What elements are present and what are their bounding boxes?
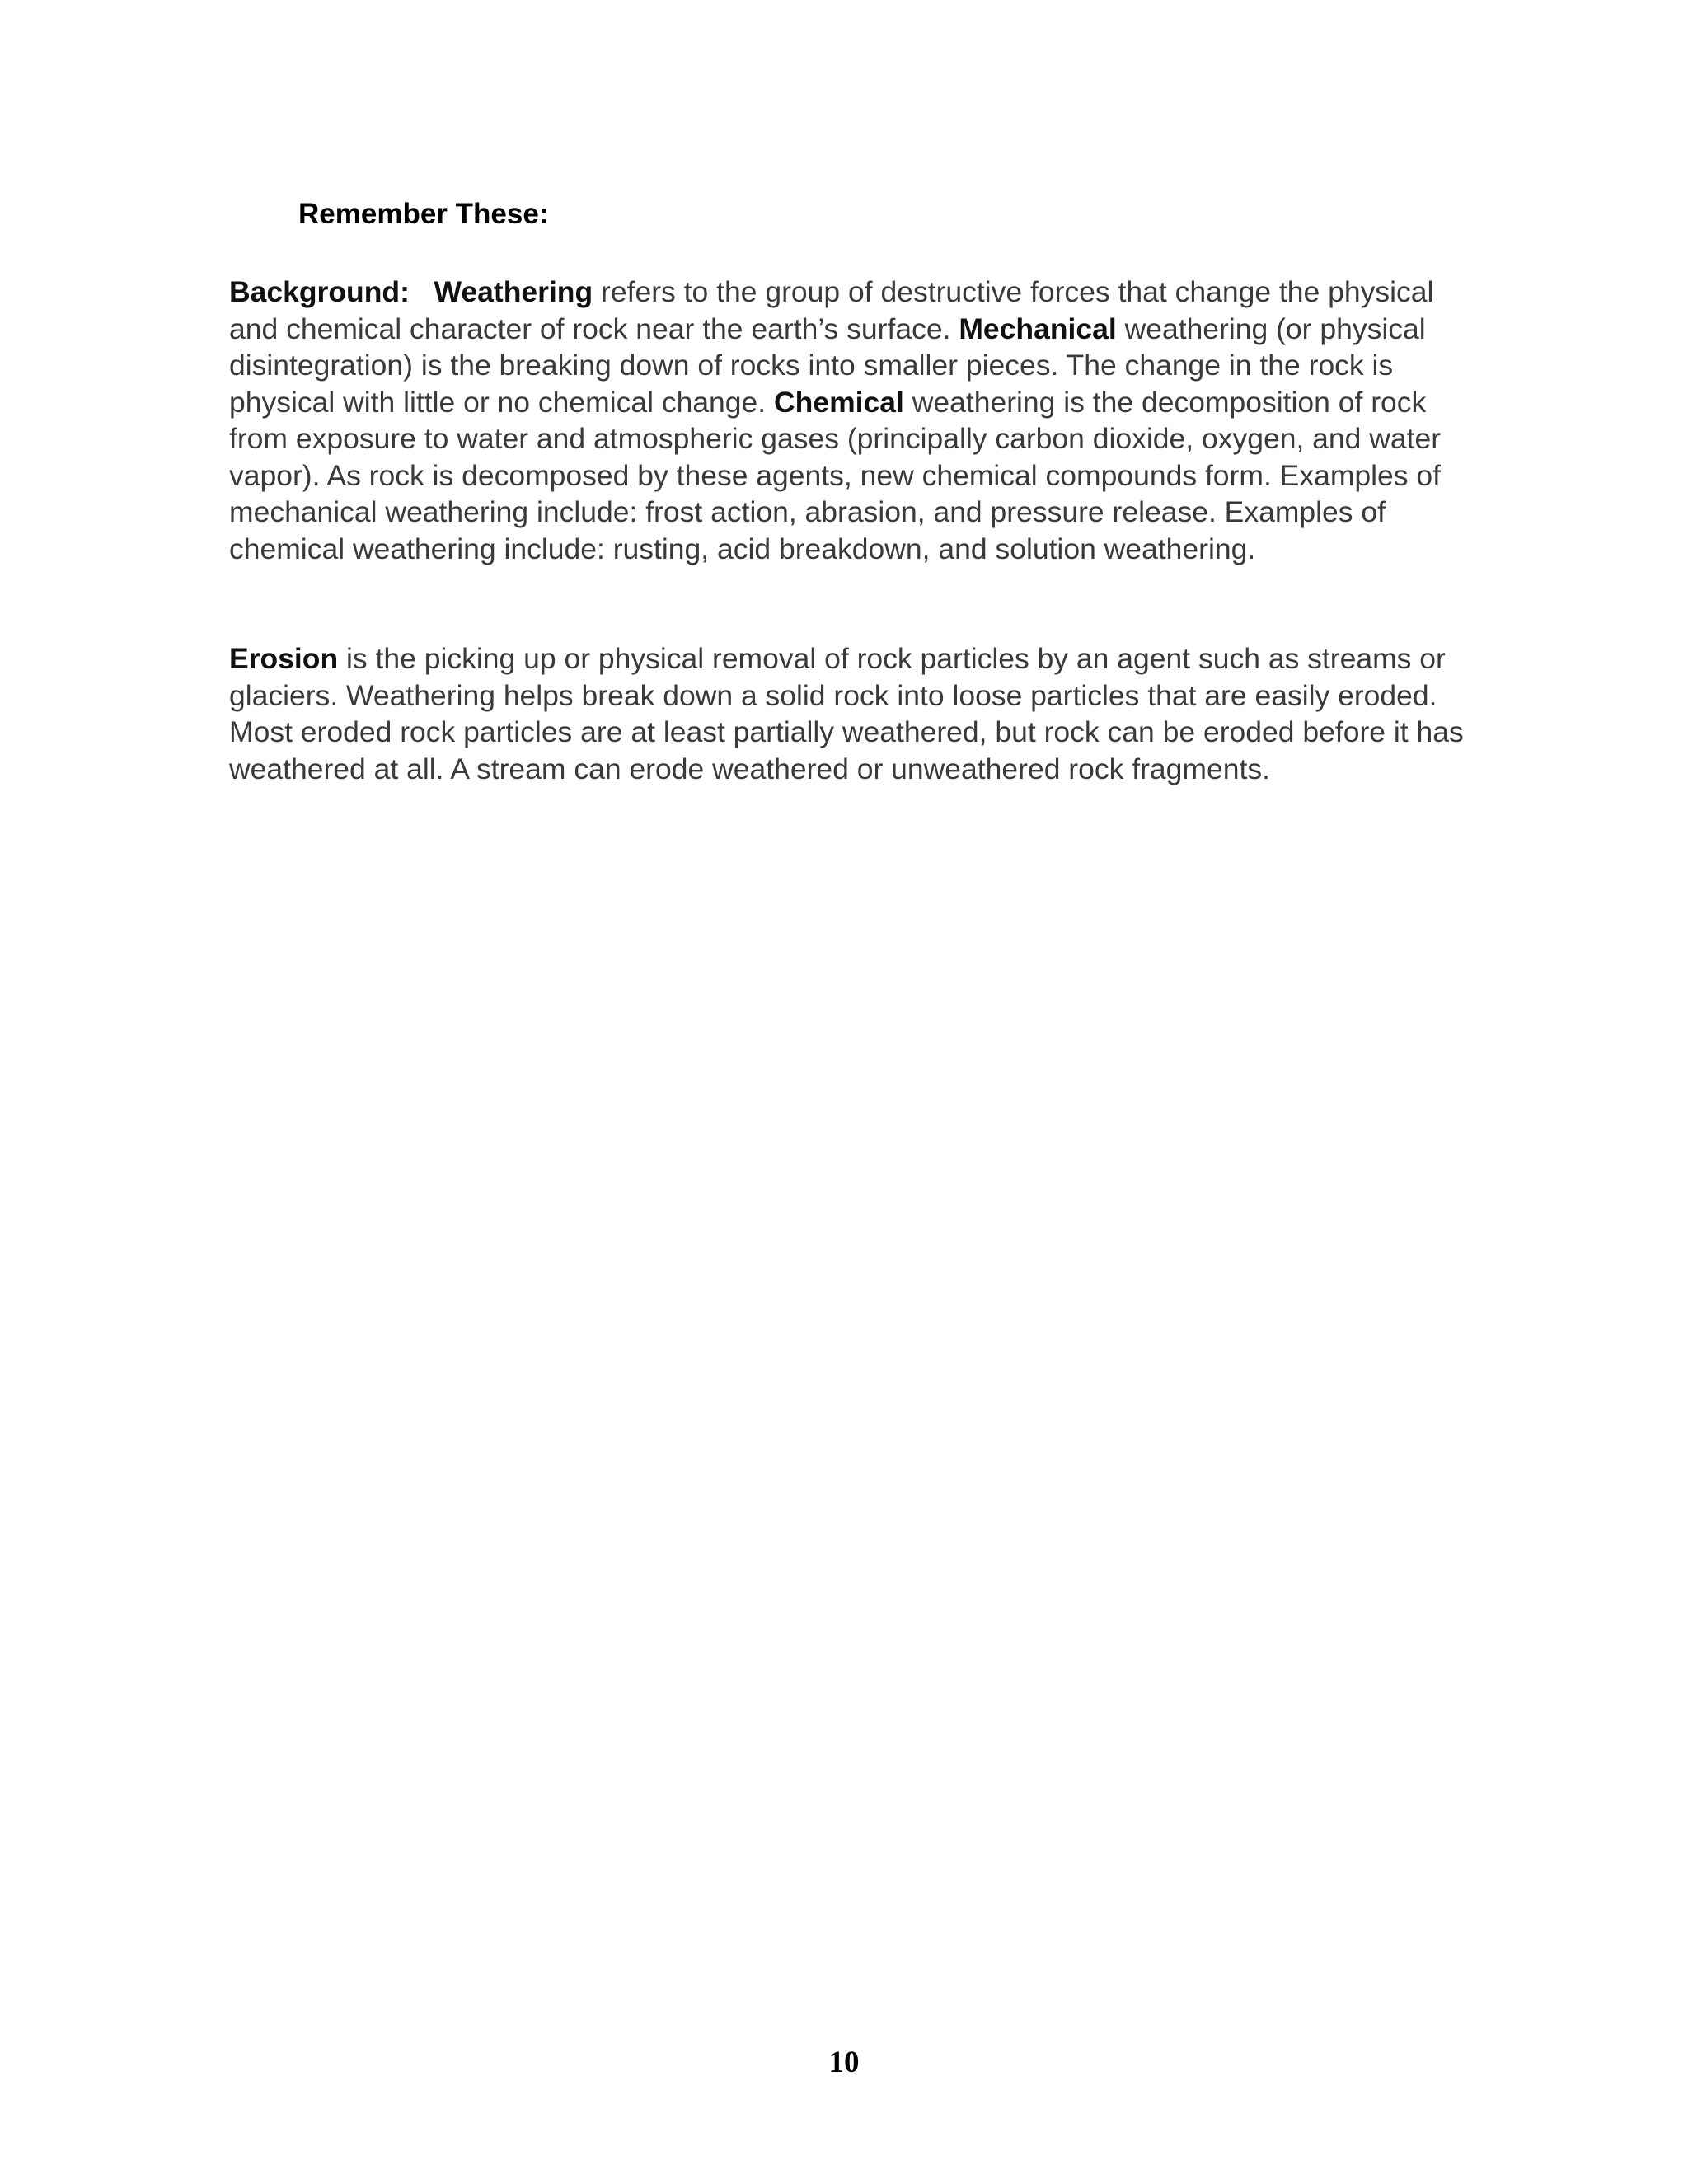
term-erosion: Erosion — [229, 642, 339, 675]
page-number: 10 — [828, 2046, 860, 2079]
erosion-paragraph — [229, 640, 1482, 787]
background-text-2: weathering (or physical disintegration) is the breaking down of rocks into smaller pieces. The change in the rock is physical with little or no chemical change. — [229, 312, 1426, 419]
section-heading: Remember These: — [298, 198, 549, 230]
term-chemical: Chemical — [774, 385, 904, 419]
background-label: Background: — [229, 275, 410, 308]
term-mechanical: Mechanical — [959, 312, 1117, 345]
term-weathering: Weathering — [434, 275, 593, 308]
background-text-3: weathering is the decomposition of rock from exposure to water and atmospheric gases (principally carbon dioxide, oxygen, and water vapor). As rock is decomposed by these agents, new chemical compounds form. Examples of mechanical weathering include: frost action, abrasion, and pressure release. Examples of chemical weathering include: rusting, acid breakdown, and solution weathering. — [229, 385, 1442, 565]
background-paragraph — [229, 274, 1482, 567]
background-text-1: refers to the group of destructive forces that change the physical and chemical character of rock near the earth’s surface. — [229, 275, 1434, 345]
erosion-text: is the picking up or physical removal of rock particles by an agent such as streams or glaciers. Weathering helps break down a solid rock into loose particles that are easily eroded. Most eroded rock particles are at least partially weathered, but rock can be eroded before it has weathered at all. A stream can erode weathered or unweathered rock fragments. — [229, 642, 1464, 785]
